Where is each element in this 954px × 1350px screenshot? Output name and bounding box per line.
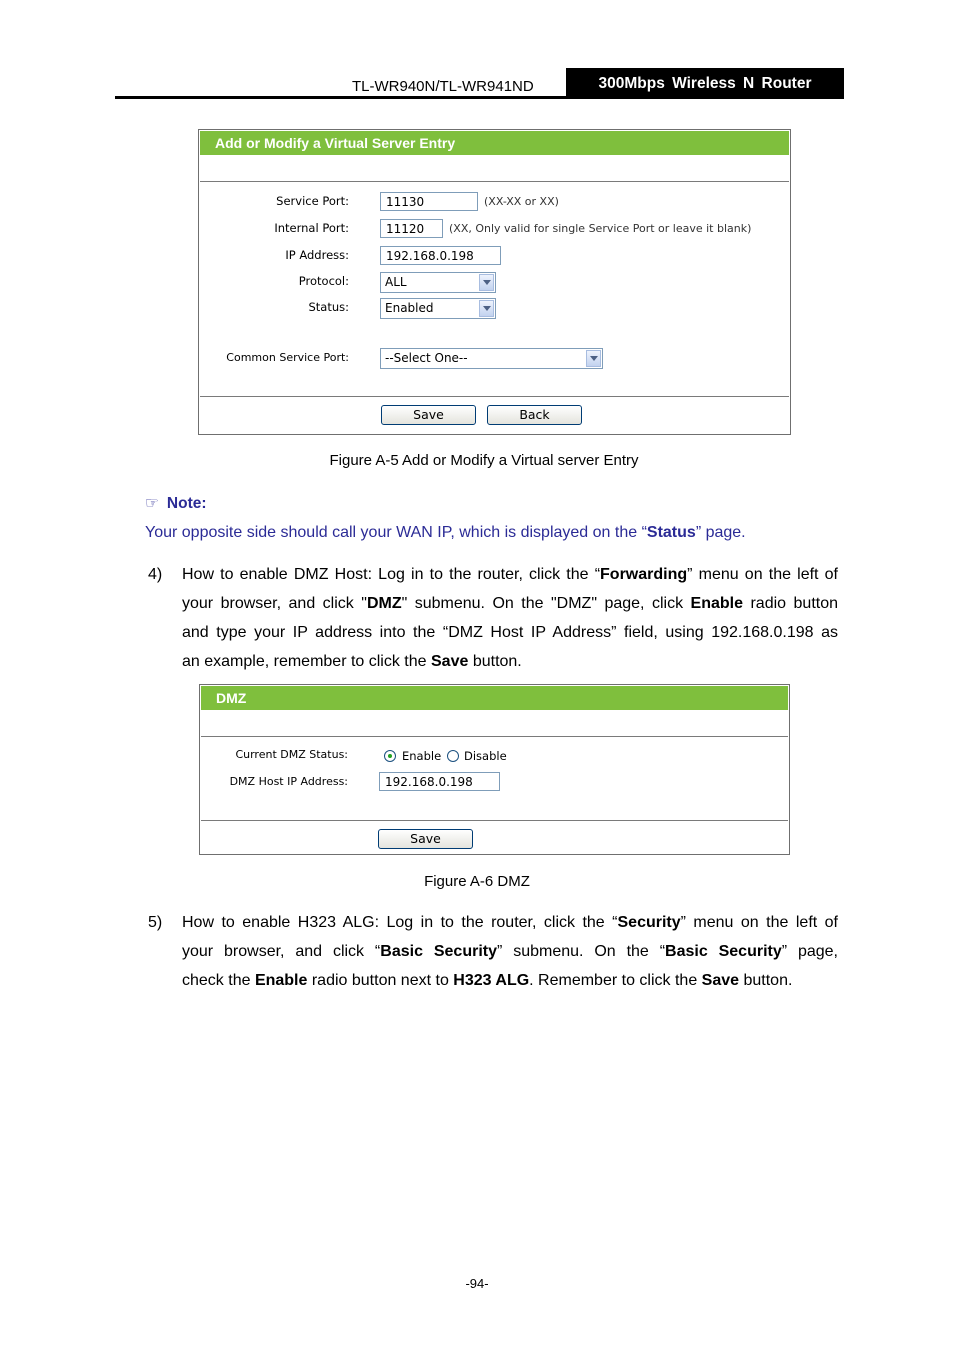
virtual-server-panel-title: Add or Modify a Virtual Server Entry — [200, 131, 789, 155]
pointing-hand-icon: ☞ — [145, 495, 159, 512]
protocol-select[interactable] — [380, 272, 496, 293]
step-4-paragraph: How to enable DMZ Host: Log in to the router, click the “Forwarding” menu on the left of your browser, and click "DMZ" submenu. On the "DMZ" page, click Enable radio button and type your IP address into the “DMZ Host IP Address” field, using 192.168.0.198 as an example, remember to click the Save button. — [182, 566, 839, 670]
virtual-server-panel — [198, 129, 791, 435]
step-5-paragraph: How to enable H323 ALG: Log in to the router, click the “Security” menu on the left of your browser, and click “Basic Security” submenu. On the “Basic Security” page, check the Enable radio button next to H323 ALG. Remember to click the Save button. — [182, 914, 839, 989]
chevron-down-icon[interactable] — [479, 274, 494, 291]
disable-radio-label[interactable]: Disable — [464, 749, 507, 763]
dmz-host-ip-input[interactable]: 192.168.0.198 — [379, 772, 500, 791]
save-button[interactable]: Save — [381, 405, 476, 425]
ip-address-label: IP Address: — [285, 248, 349, 262]
service-port-hint: (XX-XX or XX) — [484, 195, 559, 208]
protocol-select-value: ALL — [385, 275, 407, 289]
internal-port-label: Internal Port: — [274, 221, 349, 235]
internal-port-input[interactable]: 11120 — [380, 219, 443, 238]
figure-a6-caption: Figure A-6 DMZ — [424, 873, 530, 890]
service-port-input[interactable]: 11130 — [380, 192, 478, 211]
note-title: Note: — [166, 495, 207, 512]
save-button[interactable]: Save — [378, 829, 473, 849]
product-name-banner: 300Mbps Wireless N Router — [566, 68, 844, 99]
enable-radio-label[interactable]: Enable — [402, 749, 442, 763]
figure-a5-caption: Figure A-5 Add or Modify a Virtual server Entry — [329, 452, 639, 469]
dmz-panel-title: DMZ — [201, 686, 788, 710]
panel-divider — [201, 820, 788, 821]
dmz-host-ip-label: DMZ Host IP Address: — [229, 775, 348, 788]
common-service-port-value: --Select One-- — [385, 351, 468, 365]
common-service-port-select[interactable] — [380, 348, 603, 369]
document-model-header: TL-WR940N/TL-WR941ND — [352, 78, 534, 95]
disable-radio[interactable] — [447, 750, 459, 762]
common-service-port-label: Common Service Port: — [226, 351, 349, 364]
panel-divider — [201, 736, 788, 737]
enable-radio[interactable] — [384, 750, 396, 762]
dmz-status-label: Current DMZ Status: — [235, 748, 348, 761]
ip-address-input[interactable]: 192.168.0.198 — [380, 246, 501, 265]
chevron-down-icon[interactable] — [586, 350, 601, 367]
step-5-number: 5) — [148, 914, 163, 931]
status-select[interactable] — [380, 298, 496, 319]
status-label: Status: — [308, 300, 349, 314]
panel-divider — [200, 396, 789, 397]
note-heading — [145, 494, 207, 513]
panel-divider — [200, 181, 789, 182]
service-port-label: Service Port: — [276, 194, 349, 208]
status-select-value: Enabled — [385, 301, 434, 315]
note-text: Your opposite side should call your WAN IP, which is displayed on the “Status” page. — [145, 524, 746, 541]
back-button[interactable]: Back — [487, 405, 582, 425]
step-4-number: 4) — [148, 566, 163, 583]
page-number: -94- — [465, 1276, 489, 1291]
header-rule — [115, 96, 844, 99]
dmz-panel — [199, 684, 790, 855]
chevron-down-icon[interactable] — [479, 300, 494, 317]
protocol-label: Protocol: — [298, 274, 349, 288]
internal-port-hint: (XX, Only valid for single Service Port or leave it blank) — [449, 222, 752, 235]
